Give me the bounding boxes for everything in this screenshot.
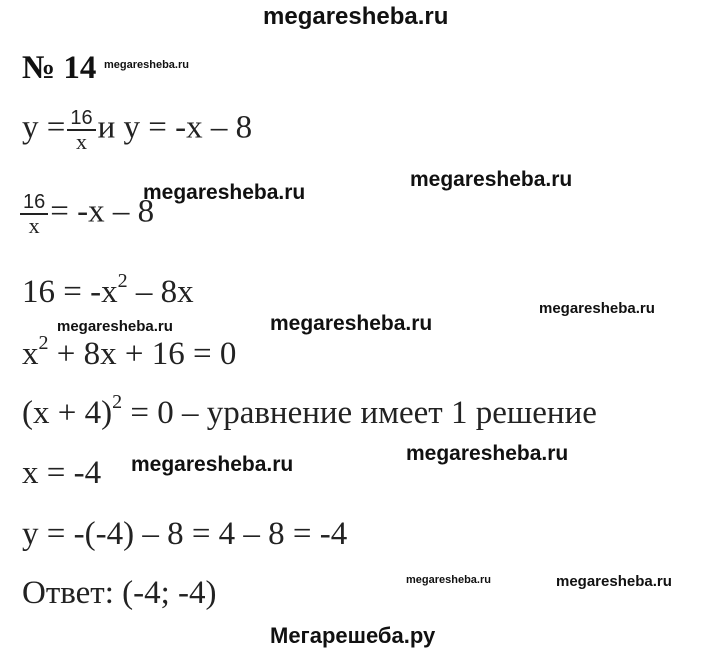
fraction-16-over-x xyxy=(67,107,95,153)
equation-line-4 xyxy=(22,332,237,372)
line5-part-b: = 0 – уравнение имеет 1 решение xyxy=(130,395,597,431)
watermark: megaresheba.ru xyxy=(406,442,569,465)
line3-part-a: 16 = -x xyxy=(22,274,118,310)
watermark: megaresheba.ru xyxy=(556,573,672,590)
answer-line: Ответ: (-4; -4) xyxy=(22,575,217,611)
footer-site-name: Мегарешеба.ру xyxy=(270,623,436,648)
equation-line-5 xyxy=(22,391,597,431)
fraction-denominator: x xyxy=(67,129,95,153)
equation-line-3 xyxy=(22,270,194,310)
equation-line-7: y = -(-4) – 8 = 4 – 8 = -4 xyxy=(22,516,348,552)
fraction-16-over-x xyxy=(20,191,48,237)
watermark: megaresheba.ru xyxy=(406,574,491,586)
line5-part-a: (x + 4) xyxy=(22,395,113,431)
watermark: megaresheba.ru xyxy=(270,312,433,335)
watermark: megaresheba.ru xyxy=(143,181,306,204)
line4-part-b: + 8x + 16 = 0 xyxy=(56,336,237,372)
watermark: megaresheba.ru xyxy=(57,318,173,335)
header-site-name: megaresheba.ru xyxy=(263,3,449,30)
watermark: megaresheba.ru xyxy=(131,453,294,476)
equation-line-6: x = -4 xyxy=(22,455,102,491)
fraction-numerator: 16 xyxy=(70,107,93,129)
equation-line-1 xyxy=(22,107,252,153)
watermark: megaresheba.ru xyxy=(410,168,573,191)
watermark: megaresheba.ru xyxy=(104,59,189,71)
fraction-numerator: 16 xyxy=(23,191,46,213)
line1-y-equals: y = xyxy=(22,109,66,146)
exponent: 2 xyxy=(117,270,128,292)
fraction-denominator: x xyxy=(20,213,48,237)
exponent: 2 xyxy=(38,332,49,354)
problem-number: № 14 xyxy=(22,50,97,86)
line1-rest: и y = -x – 8 xyxy=(97,109,253,146)
equation-line-2 xyxy=(18,191,154,237)
line2-rest: = -x – 8 xyxy=(50,193,155,230)
exponent: 2 xyxy=(112,391,123,413)
watermark: megaresheba.ru xyxy=(539,300,655,317)
line3-part-b: – 8x xyxy=(135,274,194,310)
line4-part-a: x xyxy=(22,336,39,372)
